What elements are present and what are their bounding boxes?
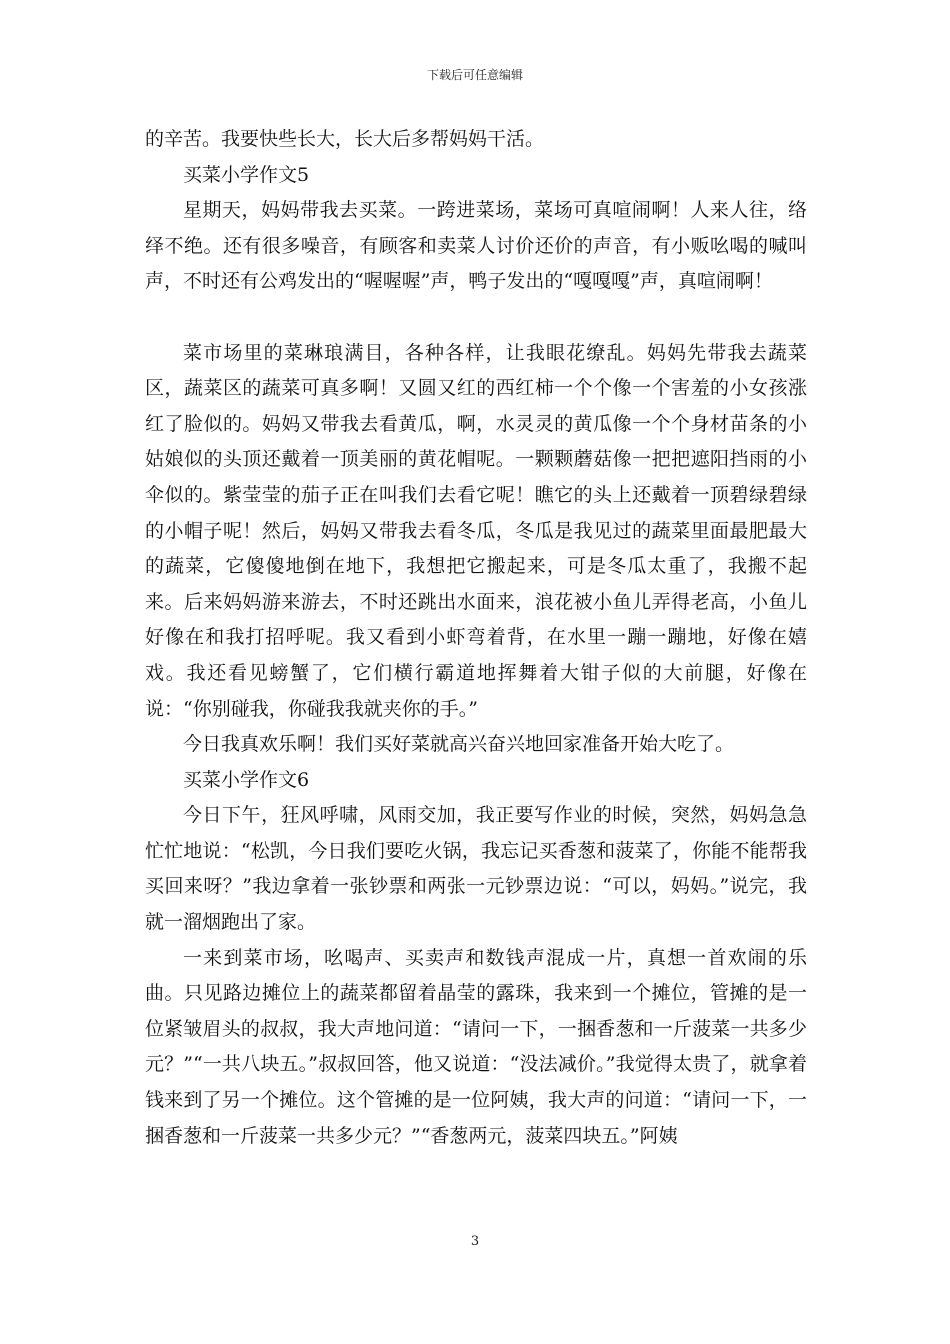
blank-line — [145, 300, 807, 336]
document-body — [145, 122, 807, 1154]
page-number: 3 — [470, 1234, 480, 1249]
paragraph-continuation: 的辛苦。我要快些长大，长大后多帮妈妈干活。 — [145, 128, 545, 150]
essay-5-paragraph-2: 菜市场里的菜琳琅满目，各种各样，让我眼花缭乱。妈妈先带我去蔬菜区，蔬菜区的蔬菜可真多啊！又圆又红的西红柿一个个像一个害羞的小女孩涨红了脸似的。妈妈又带我去看黄瓜，啊，水灵灵的黄瓜像一个个身材苗条的小姑娘似的头顶还戴着一顶美丽的黄花帽呢。一颗颗蘑菇像一把把遮阳挡雨的小伞似的。紫莹莹的茄子正在叫我们去看它呢！瞧它的头上还戴着一顶碧绿碧绿的小帽子呢！然后，妈妈又带我去看冬瓜，冬瓜是我见过的蔬菜里面最肥最大的蔬菜，它傻傻地倒在地下，我想把它搬起来，可是冬瓜太重了，我搬不起来。后来妈妈游来游去，不时还跳出水面来，浪花被小鱼儿弄得老高，小鱼儿好像在和我打招呼呢。我又看到小虾弯着背，在水里一蹦一蹦地，好像在嬉戏。我还看见螃蟹了，它们横行霸道地挥舞着大钳子似的大前腿，好像在说：“你别碰我，你碰我我就夹你的手。” — [145, 341, 807, 720]
page-header: 下载后可任意编辑 — [426, 68, 523, 82]
essay-6-paragraph-1: 今日下午，狂风呼啸，风雨交加，我正要写作业的时候，突然，妈妈急急忙忙地说：“松凯，今日我们要吃火锅，我忘记买香葱和菠菜了，你能不能帮我买回来呀？”我边拿着一张钞票和两张一元钞票边说：“可以，妈妈。”说完，我就一溜烟跑出了家。 — [145, 804, 807, 934]
essay-5-paragraph-1: 星期天，妈妈带我去买菜。一跨进菜场，菜场可真喧闹啊！人来人往，络绎不绝。还有很多噪音，有顾客和卖菜人讨价还价的声音，有小贩吆喝的喊叫声，不时还有公鸡发出的“喔喔喔”声，鸭子发出的“嘎嘎嘎”声，真喧闹啊！ — [145, 199, 807, 293]
essay-5-title: 买菜小学作文5 — [183, 163, 310, 186]
essay-5-paragraph-3: 今日我真欢乐啊！我们买好菜就高兴奋兴地回家准备开始大吃了。 — [183, 733, 735, 756]
essay-6-title: 买菜小学作文6 — [183, 768, 310, 791]
essay-6-paragraph-2: 一来到菜市场，吆喝声、买卖声和数钱声混成一片，真想一首欢闹的乐曲。只见路边摊位上的蔬菜都留着晶莹的露珠，我来到一个摊位，管摊的是一位紧皱眉头的叔叔，我大声地问道：“请问一下，一捆香葱和一斤菠菜一共多少元？”“一共八块五。”叔叔回答，他又说道：“没法减价。”我觉得太贵了，就拿着钱来到了另一个摊位。这个管摊的是一位阿姨，我大声的问道：“请问一下，一捆香葱和一斤菠菜一共多少元？”“香葱两元，菠菜四块五。”阿姨 — [145, 946, 807, 1147]
